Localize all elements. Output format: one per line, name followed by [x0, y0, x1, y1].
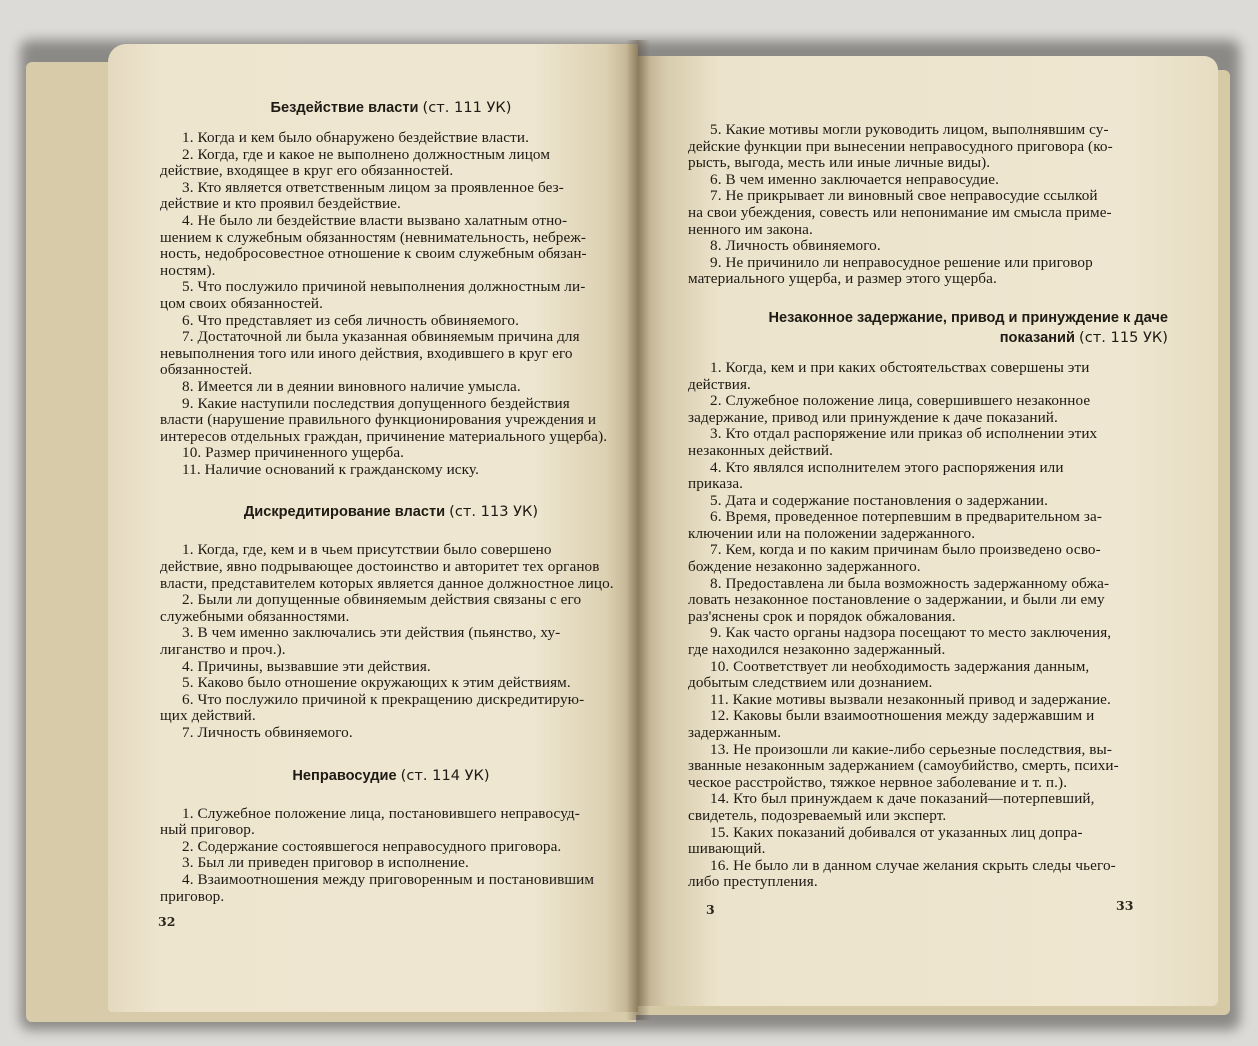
list-item-line: 6. Время, проведенное потерпевшим в предварительном за-	[710, 508, 1102, 526]
section-title-bold: Незаконное задержание, привод и принуждение к даче	[768, 309, 1168, 326]
list-item-continuation: цом своих обязанностей.	[160, 294, 323, 312]
list-item-line: 7. Не прикрывает ли виновный свое неправосудие ссылкой	[710, 187, 1098, 205]
section-injustice-list	[160, 806, 622, 906]
list-item-continuation: действие, входящее в круг его обязанностей.	[160, 162, 454, 180]
list-item-continuation: власти (нарушение правильного функционирования учреждения и	[160, 411, 597, 429]
list-item-continuation: ческое расстройство, тяжкое нервное заболевание и т. п.).	[688, 773, 1068, 791]
list-item-continuation: либо преступления.	[688, 873, 818, 891]
list-item-continuation: приказа.	[688, 475, 744, 493]
list-item-continuation: ностям).	[160, 261, 216, 279]
list-item-line: 8. Предоставлена ли была возможность задержанному обжа-	[710, 574, 1110, 592]
left-page-text	[160, 98, 622, 905]
section-injustice-continued-list	[688, 122, 1168, 288]
list-item-line: 4. Причины, вызвавшие эти действия.	[182, 657, 431, 675]
list-item-line: 8. Имеется ли в деянии виновного наличие умысла.	[182, 377, 521, 395]
section-inaction-list	[160, 130, 622, 478]
list-item-line: 6. Что представляет из себя личность обвиняемого.	[182, 311, 519, 329]
section-title-ref: (ст. 115 УК)	[1079, 328, 1168, 346]
list-item-continuation: званные незаконным задержанием (самоубийство, смерть, психи-	[688, 757, 1119, 775]
list-item-continuation: добытым следствием или дознанием.	[688, 674, 933, 692]
list-item-continuation: интересов отдельных граждан, причинение материального ущерба).	[160, 427, 608, 445]
section-discredit-list	[160, 542, 622, 741]
list-item-line: 3. Кто является ответственным лицом за проявленное без-	[182, 178, 564, 196]
list-item-continuation: ненного им закона.	[688, 220, 813, 238]
right-page-text	[688, 122, 1168, 891]
signature-mark: 3	[706, 902, 715, 917]
list-item-line: 15. Каких показаний добивался от указанных лиц допра-	[710, 823, 1083, 841]
list-item-continuation: ный приговор.	[160, 821, 255, 839]
list-item-continuation: невыполнения того или иного действия, входившего в круг его	[160, 344, 573, 362]
list-item-line: 7. Кем, когда и по каким причинам было произведено осво-	[710, 541, 1101, 559]
section-title-discredit	[160, 502, 622, 522]
section-title-injustice	[160, 766, 622, 786]
list-item-line: 2. Содержание состоявшегося неправосудного приговора.	[182, 837, 562, 855]
list-item-continuation: шивающий.	[688, 840, 766, 858]
list-item-line: 2. Когда, где и какое не выполнено должностным лицом	[182, 145, 551, 163]
section-illegal-detention-list	[688, 360, 1168, 891]
section-title-bold: Неправосудие	[292, 767, 397, 784]
list-item-continuation: действия.	[688, 375, 751, 393]
section-title-bold: показаний	[999, 329, 1075, 346]
list-item-line: 2. Были ли допущенные обвиняемым действия связаны с его	[182, 591, 582, 609]
list-item-continuation: свидетель, подозреваемый или эксперт.	[688, 806, 947, 824]
list-item-continuation: незаконных действий.	[688, 441, 834, 459]
list-item-line: 9. Какие наступили последствия допущенного бездействия	[182, 394, 570, 412]
left-page	[108, 44, 638, 1012]
list-item-line: 13. Не произошли ли какие-либо серьезные последствия, вы-	[710, 740, 1113, 758]
list-item-line: 3. В чем именно заключались эти действия (пьянство, ху-	[182, 624, 561, 642]
list-item-continuation: служебными обязанностями.	[160, 607, 350, 625]
list-item-continuation: ность, недобросовестное отношение к своим служебным обязан-	[160, 245, 587, 263]
list-item-line: 3. Кто отдал распоряжение или приказ об исполнении этих	[710, 425, 1098, 443]
list-item-continuation: рысть, выгода, месть или иные личные виды).	[688, 154, 991, 172]
section-title-ref: (ст. 114 УК)	[400, 766, 490, 784]
list-item-continuation: действие и кто проявил бездействие.	[160, 195, 401, 213]
list-item-line: 1. Когда и кем было обнаружено бездействие власти.	[182, 129, 529, 146]
section-title-ref: (ст. 113 УК)	[449, 503, 539, 521]
list-item-line: 4. Кто являлся исполнителем этого распоряжения или	[710, 458, 1064, 476]
list-item-line: 3. Был ли приведен приговор в исполнение.	[182, 854, 469, 872]
page-number-left: 32	[158, 914, 176, 929]
list-item-line: 10. Размер причиненного ущерба.	[182, 444, 405, 462]
page-number-right: 33	[1116, 898, 1134, 913]
list-item-line: 5. Каково было отношение окружающих к этим действиям.	[182, 674, 571, 692]
list-item-line: 6. В чем именно заключается неправосудие.	[710, 170, 999, 188]
section-title-illegal-detention	[688, 308, 1168, 348]
list-item-line: 4. Не было ли бездействие власти вызвано халатным отно-	[182, 211, 568, 229]
list-item-line: 9. Как часто органы надзора посещают то место заключения,	[710, 624, 1112, 642]
section-title-bold: Бездействие власти	[270, 100, 419, 116]
list-item-continuation: раз'яснены срок и порядок обжалования.	[688, 607, 956, 625]
list-item-continuation: шением к служебным обязанностям (невнимательность, небреж-	[160, 228, 587, 246]
section-title-inaction	[160, 98, 622, 118]
list-item-continuation: дейские функции при вынесении неправосудного приговора (ко-	[688, 137, 1113, 155]
list-item-line: 4. Взаимоотношения между приговоренным и постановившим	[182, 870, 595, 888]
right-page	[638, 56, 1218, 1006]
list-item-line: 8. Личность обвиняемого.	[710, 237, 881, 255]
list-item-continuation: где находился незаконно задержанный.	[688, 641, 946, 659]
list-item-continuation: материального ущерба, и размер этого ущерба.	[688, 270, 997, 288]
list-item-line: 11. Наличие оснований к гражданскому иску.	[182, 460, 479, 478]
list-item-continuation: действие, явно подрывающее достоинство и авторитет тех органов	[160, 558, 600, 576]
list-item-line: 5. Дата и содержание постановления о задержании.	[710, 491, 1049, 509]
section-title-ref: (ст. 111 УК)	[422, 99, 512, 116]
list-item-continuation: лиганство и проч.).	[160, 641, 286, 659]
list-item-line: 1. Служебное положение лица, постановившего неправосуд-	[182, 804, 580, 822]
list-item-line: 7. Личность обвиняемого.	[182, 724, 353, 741]
list-item-continuation: задержание, привод или принуждение к даче показаний.	[688, 408, 1058, 426]
book-gutter	[626, 40, 650, 1020]
list-item-line: 9. Не причинило ли неправосудное решение или приговор	[710, 253, 1093, 271]
list-item-continuation: приговор.	[160, 887, 225, 905]
list-item-line: 6. Что послужило причиной к прекращению дискредитирую-	[182, 690, 585, 708]
list-item-continuation: ключении или на положении задержанного.	[688, 524, 976, 542]
list-item-line: 16. Не было ли в данном случае желания скрыть следы чьего-	[710, 856, 1116, 874]
list-item-line: 1. Когда, где, кем и в чьем присутствии было совершено	[182, 541, 552, 559]
list-item-line: 12. Каковы были взаимоотношения между задержавшим и	[710, 707, 1095, 725]
list-item-continuation: задержанным.	[688, 724, 782, 741]
list-item-line: 2. Служебное положение лица, совершившего незаконное	[710, 392, 1091, 410]
list-item-line: 5. Что послужило причиной невыполнения должностным ли-	[182, 278, 586, 296]
list-item-line: 5. Какие мотивы могли руководить лицом, выполнявшим су-	[710, 121, 1109, 138]
list-item-line: 11. Какие мотивы вызвали незаконный привод и задержание.	[710, 690, 1111, 708]
list-item-line: 1. Когда, кем и при каких обстоятельствах совершены эти	[710, 358, 1090, 376]
list-item-continuation: ловать незаконное постановление о задержании, и были ли ему	[688, 591, 1105, 609]
list-item-continuation: щих действий.	[160, 707, 256, 725]
list-item-line: 14. Кто был принуждаем к даче показаний—потерпевший,	[710, 790, 1095, 808]
list-item-continuation: обязанностей.	[160, 361, 253, 379]
list-item-continuation: власти, представителем которых является данное должностное лицо.	[160, 574, 614, 592]
list-item-continuation: на свои убеждения, совесть или непонимание им смысла приме-	[688, 203, 1112, 221]
section-title-bold: Дискредитирование власти	[243, 504, 446, 521]
list-item-line: 7. Достаточной ли была указанная обвиняемым причина для	[182, 328, 580, 346]
list-item-continuation: бождение незаконно задержанного.	[688, 558, 921, 576]
list-item-line: 10. Соответствует ли необходимость задержания данным,	[710, 657, 1090, 675]
